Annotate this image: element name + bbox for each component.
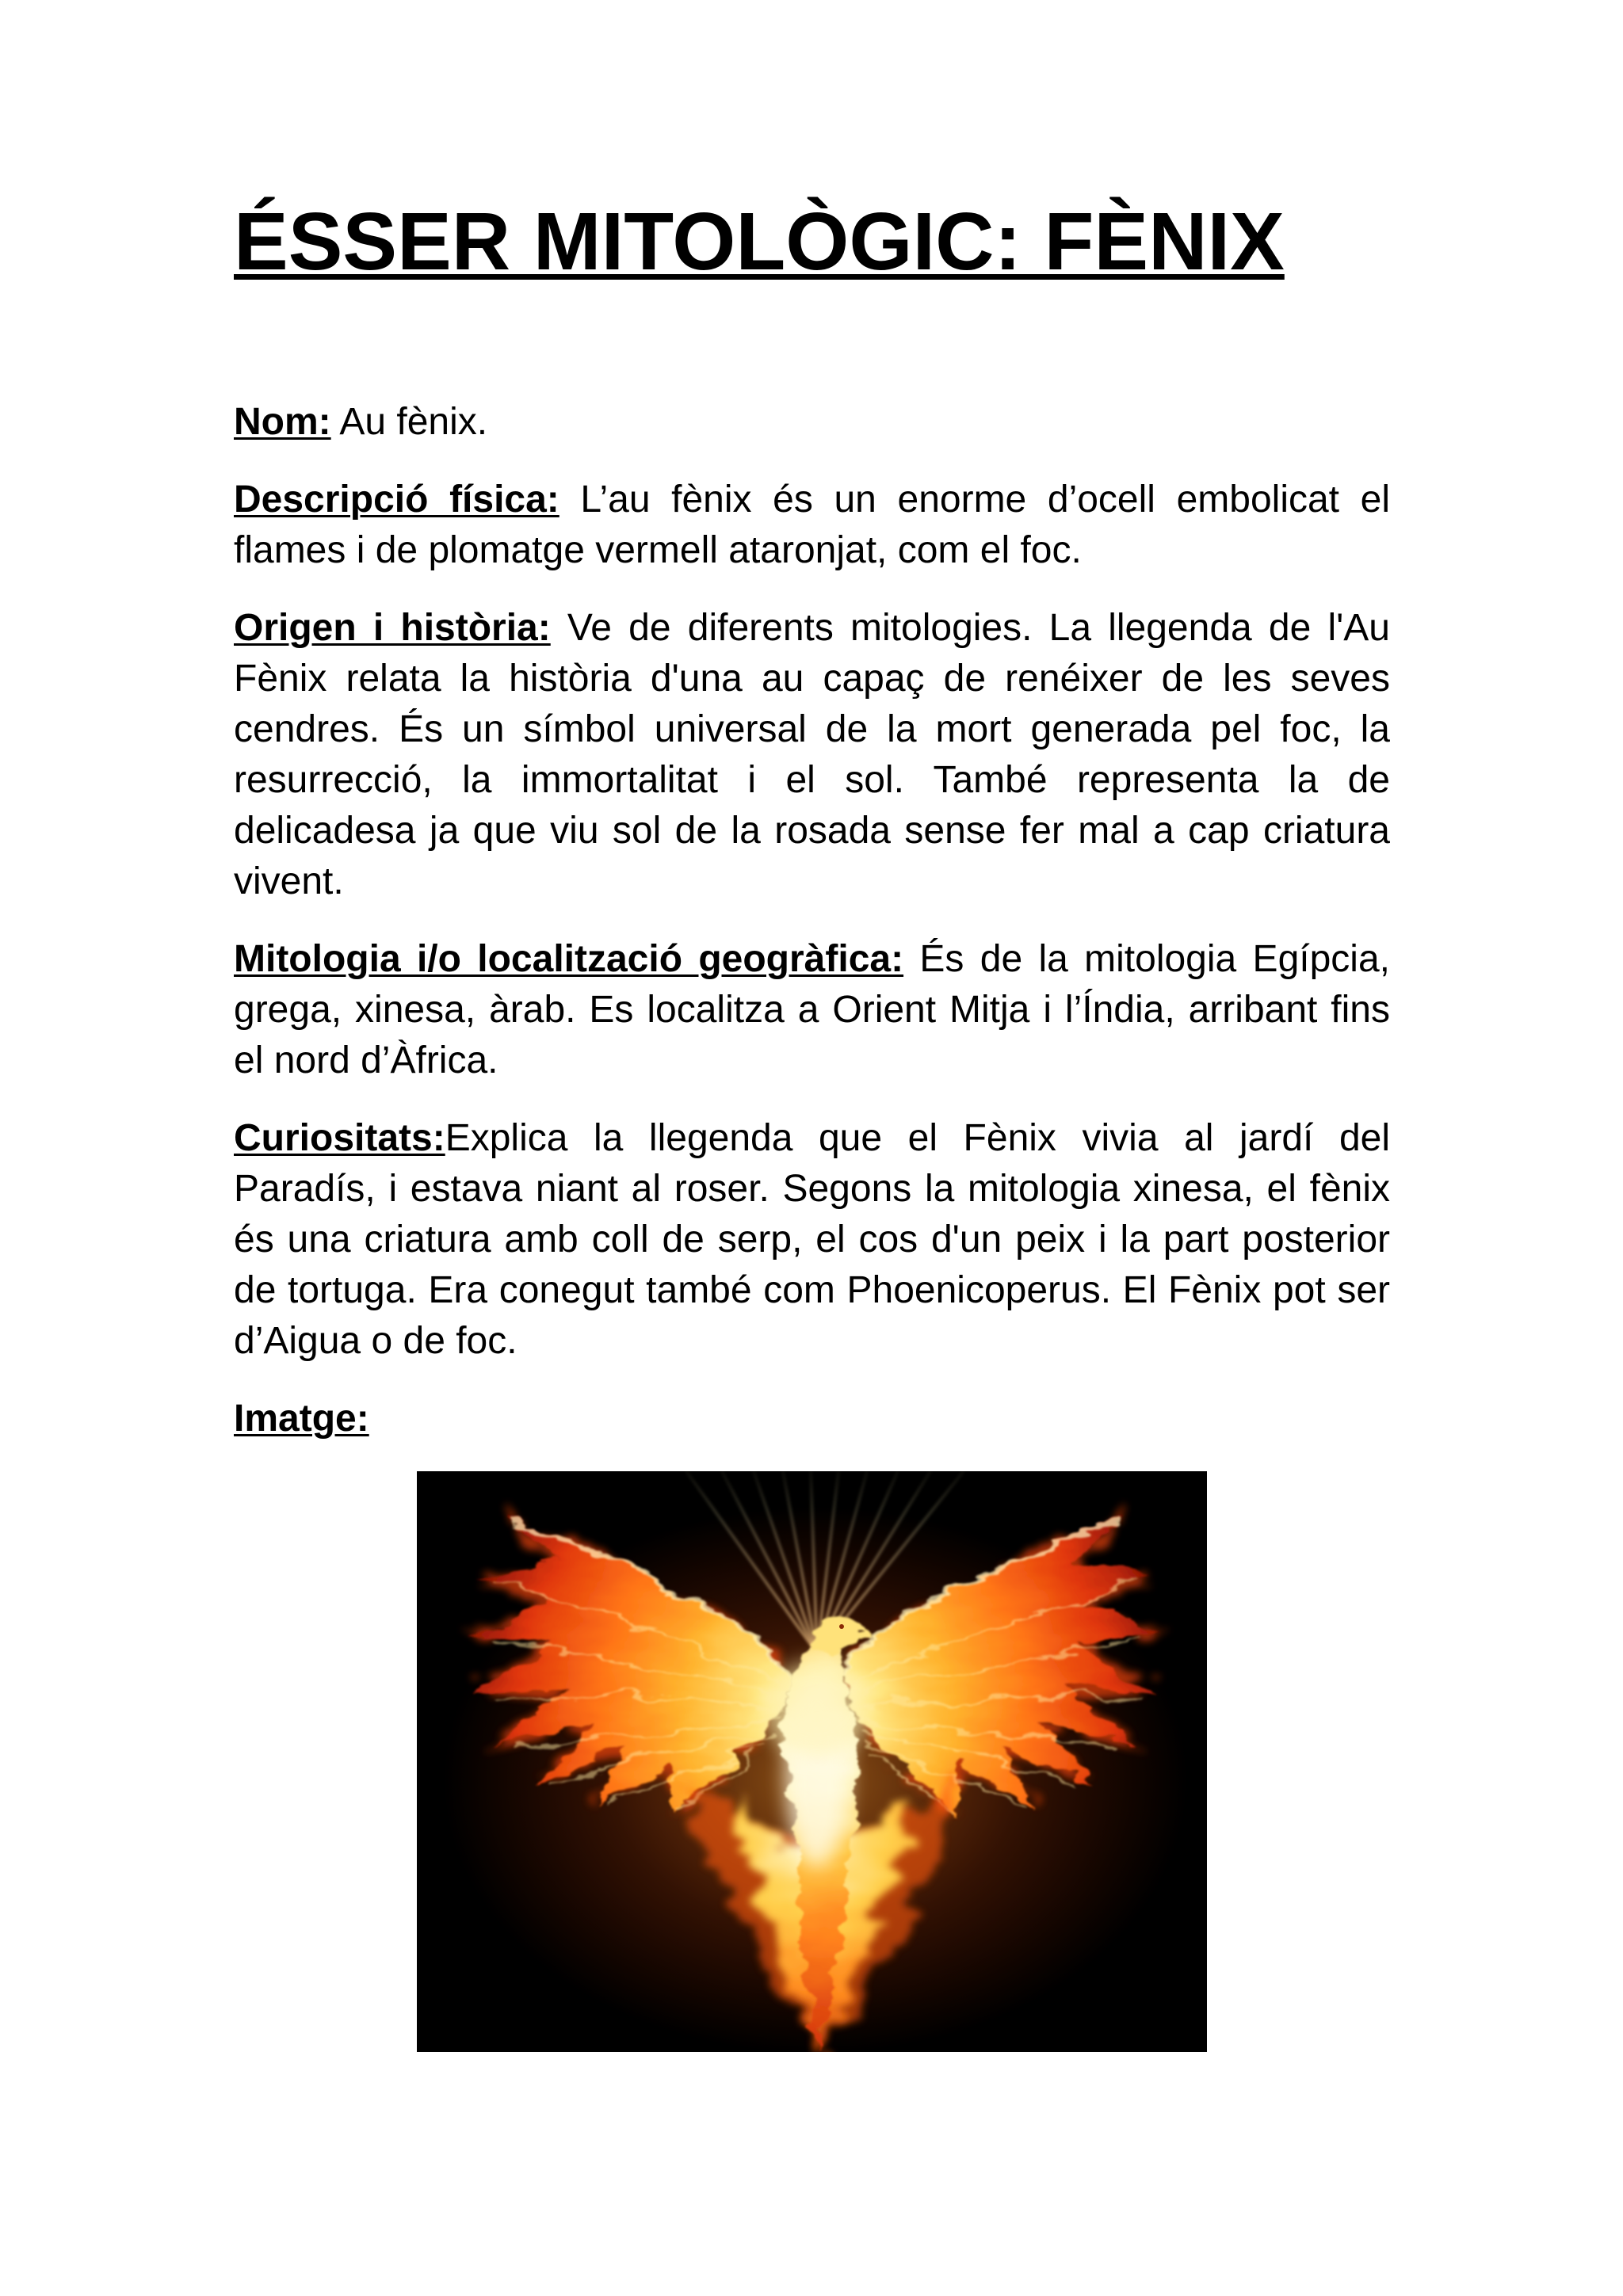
- section-origen-historia: [234, 603, 1390, 907]
- section-text: És de la mitologia Egípcia, grega, xinesa, àrab. Es localitza a Orient Mitja i l’Índia, arribant fins el nord d’Àfrica.: [234, 938, 1390, 1081]
- section-descripcio-fisica: [234, 475, 1390, 576]
- section-text: Ve de diferents mitologies. La llegenda de l'Au Fènix relata la història d'una au capaç de renéixer de les seves cendres. És un símbol universal de la mort generada pel foc, la resurrecció, la immortalitat i el sol. També representa la de delicadesa ja que viu sol de la rosada sense fer mal a cap criatura vivent.: [234, 607, 1391, 902]
- section-label: Curiositats:: [234, 1117, 445, 1159]
- section-imatge: [234, 1394, 1390, 1444]
- section-label: Origen i història:: [234, 607, 551, 649]
- section-label: Mitologia i/o localització geogràfica:: [234, 938, 904, 980]
- section-label: Nom:: [234, 401, 331, 443]
- section-curiositats: [234, 1113, 1390, 1367]
- section-text: Au fènix.: [330, 401, 488, 443]
- section-mitologia-localitzacio: [234, 934, 1390, 1086]
- document-title: ÉSSER MITOLÒGIC: FÈNIX: [234, 196, 1285, 287]
- section-label: Descripció física:: [234, 479, 559, 521]
- section-nom: [234, 397, 1390, 448]
- phoenix-illustration: [417, 1471, 1207, 2052]
- phoenix-image: [417, 1471, 1207, 2052]
- document-body: [234, 188, 1390, 2052]
- section-label: Imatge:: [234, 1398, 369, 1440]
- section-text: L’au fènix és un enorme d’ocell embolicat el flames i de plomatge vermell ataronjat, com el foc.: [234, 479, 1390, 571]
- section-text: Explica la llegenda que el Fènix vivia al jardí del Paradís, i estava niant al roser. Segons la mitologia xinesa, el fènix és una criatura amb coll de serp, el cos d'un peix i la part posterior de tortuga. Era conegut també com Phoenicoperus. El Fènix pot ser d’Aigua o de foc.: [234, 1117, 1390, 1362]
